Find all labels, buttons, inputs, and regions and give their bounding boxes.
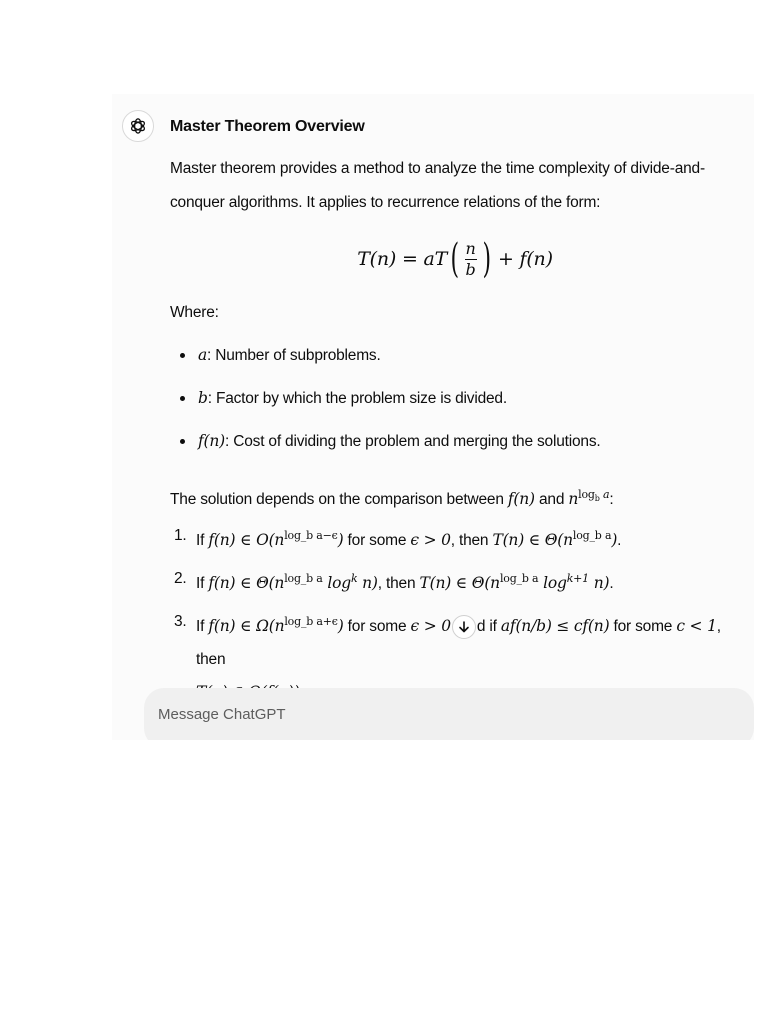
message-title: Master Theorem Overview (170, 118, 365, 135)
equation-fraction: $\frac{n}{b}$ (465, 238, 476, 279)
definition-item: a: Number of subproblems. (170, 340, 740, 383)
definitions-list (170, 340, 740, 469)
scroll-down-button[interactable] (452, 615, 476, 639)
assistant-avatar (122, 110, 154, 142)
definition-item: b: Factor by which the problem size is divided. (170, 383, 740, 426)
case-item: 1. If f(n) ∈ $O(n^{log\_b a-\epsilon})$ for some ϵ > 0, then T(n) ∈ $\Theta(n^{log\_b a})$. (174, 527, 622, 550)
cases-list (170, 519, 740, 709)
case-item: 2. If f(n) ∈ $\Theta(n^{log\_b a}$ $\log^k n$), then T(n) ∈ $\Theta(n^{log\_b a}$ $\log^{k+1} n$). (174, 570, 614, 593)
message-input[interactable] (158, 706, 718, 723)
openai-logo-icon (128, 116, 148, 136)
message-composer[interactable] (144, 688, 754, 748)
intro-paragraph: Master theorem provides a method to analyze the time complexity of divide-and-conquer algorithms. It applies to recurrence relations of the form: (170, 160, 705, 211)
where-label: Where: (170, 304, 219, 321)
solution-intro: The solution depends on the comparison between f(n) and $n^{log_b a}$: (170, 488, 614, 509)
equation-lhs: T(n) = aT (357, 248, 448, 270)
message-content (170, 114, 740, 709)
assistant-message (112, 94, 754, 740)
case-item: 3. If f(n) ∈ $\Omega(n^{log\_b a+\epsilon})$ for some ϵ > 0 d if af(n/b) ≤ cf(n) for some c < 1, then (174, 613, 721, 669)
blank-area (112, 740, 768, 1024)
equation-rhs: + f(n) (497, 248, 553, 270)
definition-item: f(n): Cost of dividing the problem and merging the solutions. (170, 426, 740, 469)
arrow-down-icon (458, 621, 470, 633)
recurrence-equation: T(n) = aT ( $\frac{n}{b}$ ) + f(n) (357, 236, 553, 282)
